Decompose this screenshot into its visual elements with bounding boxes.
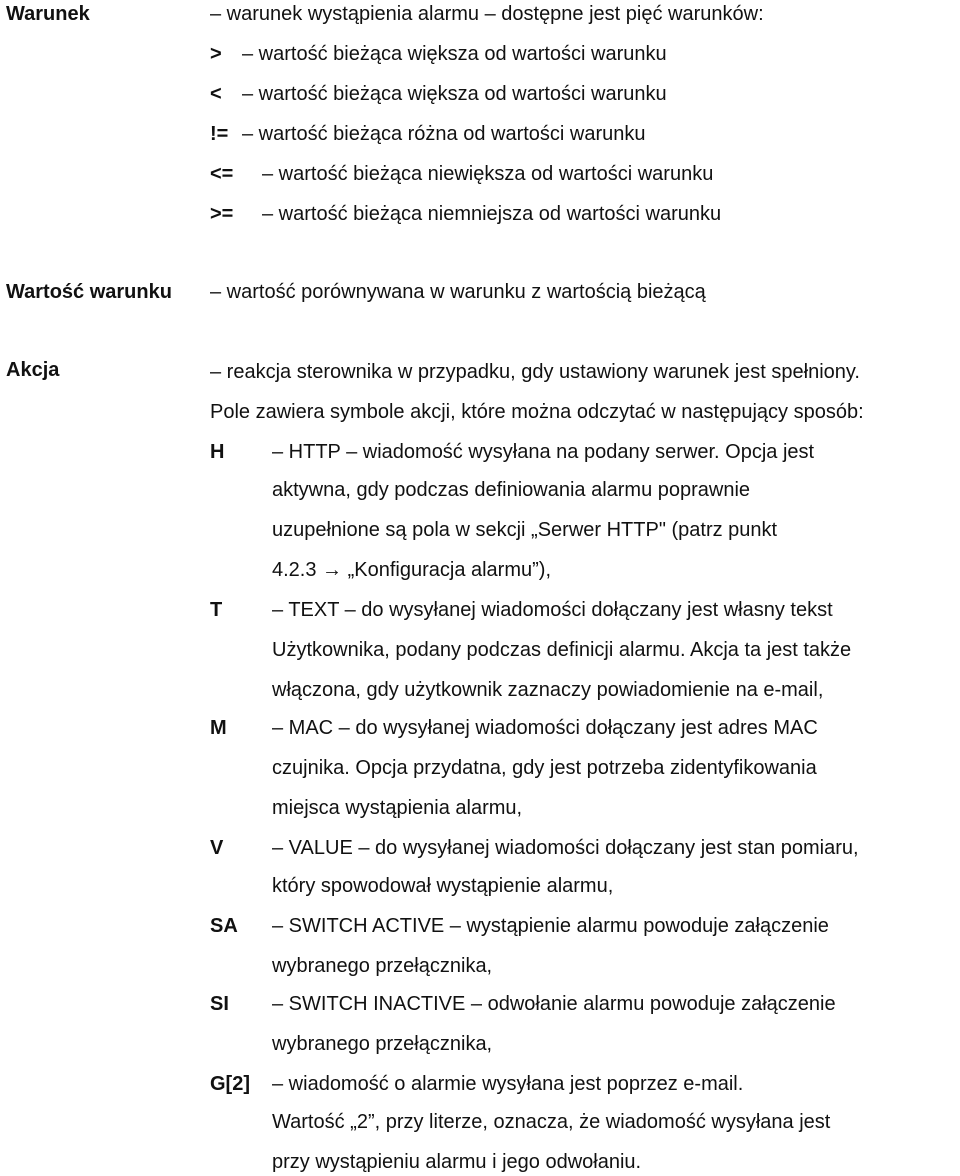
condition-text: – wartość bieżąca większa od wartości warunku bbox=[242, 83, 667, 105]
action-symbol: SA bbox=[210, 915, 238, 937]
action-text: – SWITCH INACTIVE – odwołanie alarmu powoduje załączenie bbox=[272, 993, 836, 1015]
action-text: miejsca wystąpienia alarmu, bbox=[272, 797, 523, 819]
action-text: – MAC – do wysyłanej wiadomości dołączany jest adres MAC bbox=[272, 717, 818, 739]
condition-text: – wartość bieżąca niewiększa od wartości warunku bbox=[262, 163, 714, 185]
action-text: włączona, gdy użytkownik zaznaczy powiadomienie na e-mail, bbox=[272, 679, 824, 701]
action-text: przy wystąpieniu alarmu i jego odwołaniu. bbox=[272, 1151, 642, 1173]
warunek-intro: – warunek wystąpienia alarmu – dostępne jest pięć warunków: bbox=[210, 3, 764, 25]
warunek-label: Warunek bbox=[6, 3, 90, 25]
action-text: – HTTP – wiadomość wysyłana na podany serwer. Opcja jest bbox=[272, 441, 815, 463]
action-symbol: H bbox=[210, 441, 225, 463]
condition-symbol: >= bbox=[210, 203, 234, 225]
action-text: – TEXT – do wysyłanej wiadomości dołączany jest własny tekst bbox=[272, 599, 833, 621]
action-text: uzupełnione są pola w sekcji „Serwer HTTP" (patrz punkt bbox=[272, 519, 778, 541]
action-symbol: V bbox=[210, 837, 224, 859]
condition-symbol: > bbox=[210, 43, 222, 65]
condition-text: – wartość bieżąca niemniejsza od wartości warunku bbox=[262, 203, 722, 225]
action-text: który spowodował wystąpienie alarmu, bbox=[272, 875, 614, 897]
akcja-description: Pole zawiera symbole akcji, które można odczytać w następujący sposób: bbox=[210, 401, 864, 423]
action-text: Wartość „2”, przy literze, oznacza, że wiadomość wysyłana jest bbox=[272, 1111, 831, 1133]
action-symbol: SI bbox=[210, 993, 229, 1015]
condition-symbol: != bbox=[210, 123, 229, 145]
action-text: wybranego przełącznika, bbox=[272, 955, 493, 977]
condition-symbol: <= bbox=[210, 163, 234, 185]
condition-text: – wartość bieżąca większa od wartości warunku bbox=[242, 43, 667, 65]
action-text: wybranego przełącznika, bbox=[272, 1033, 493, 1055]
action-text: 4.2.3 → „Konfiguracja alarmu”), bbox=[272, 559, 552, 581]
akcja-label: Akcja bbox=[6, 359, 60, 381]
akcja-description: – reakcja sterownika w przypadku, gdy ustawiony warunek jest spełniony. bbox=[210, 361, 860, 383]
wartosc-warunku-label: Wartość warunku bbox=[6, 281, 172, 303]
action-text: Użytkownika, podany podczas definicji alarmu. Akcja ta jest także bbox=[272, 639, 852, 661]
action-text: – VALUE – do wysyłanej wiadomości dołączany jest stan pomiaru, bbox=[272, 837, 859, 859]
action-symbol: G[2] bbox=[210, 1073, 250, 1095]
action-symbol: M bbox=[210, 717, 227, 739]
condition-symbol: < bbox=[210, 83, 222, 105]
wartosc-warunku-text: – wartość porównywana w warunku z wartością bieżącą bbox=[210, 281, 706, 303]
action-text: – SWITCH ACTIVE – wystąpienie alarmu powoduje załączenie bbox=[272, 915, 829, 937]
action-text: czujnika. Opcja przydatna, gdy jest potrzeba zidentyfikowania bbox=[272, 757, 817, 779]
action-text: aktywna, gdy podczas definiowania alarmu poprawnie bbox=[272, 479, 751, 501]
action-symbol: T bbox=[210, 599, 223, 621]
condition-text: – wartość bieżąca różna od wartości warunku bbox=[242, 123, 646, 145]
action-text: – wiadomość o alarmie wysyłana jest poprzez e-mail. bbox=[272, 1073, 744, 1095]
